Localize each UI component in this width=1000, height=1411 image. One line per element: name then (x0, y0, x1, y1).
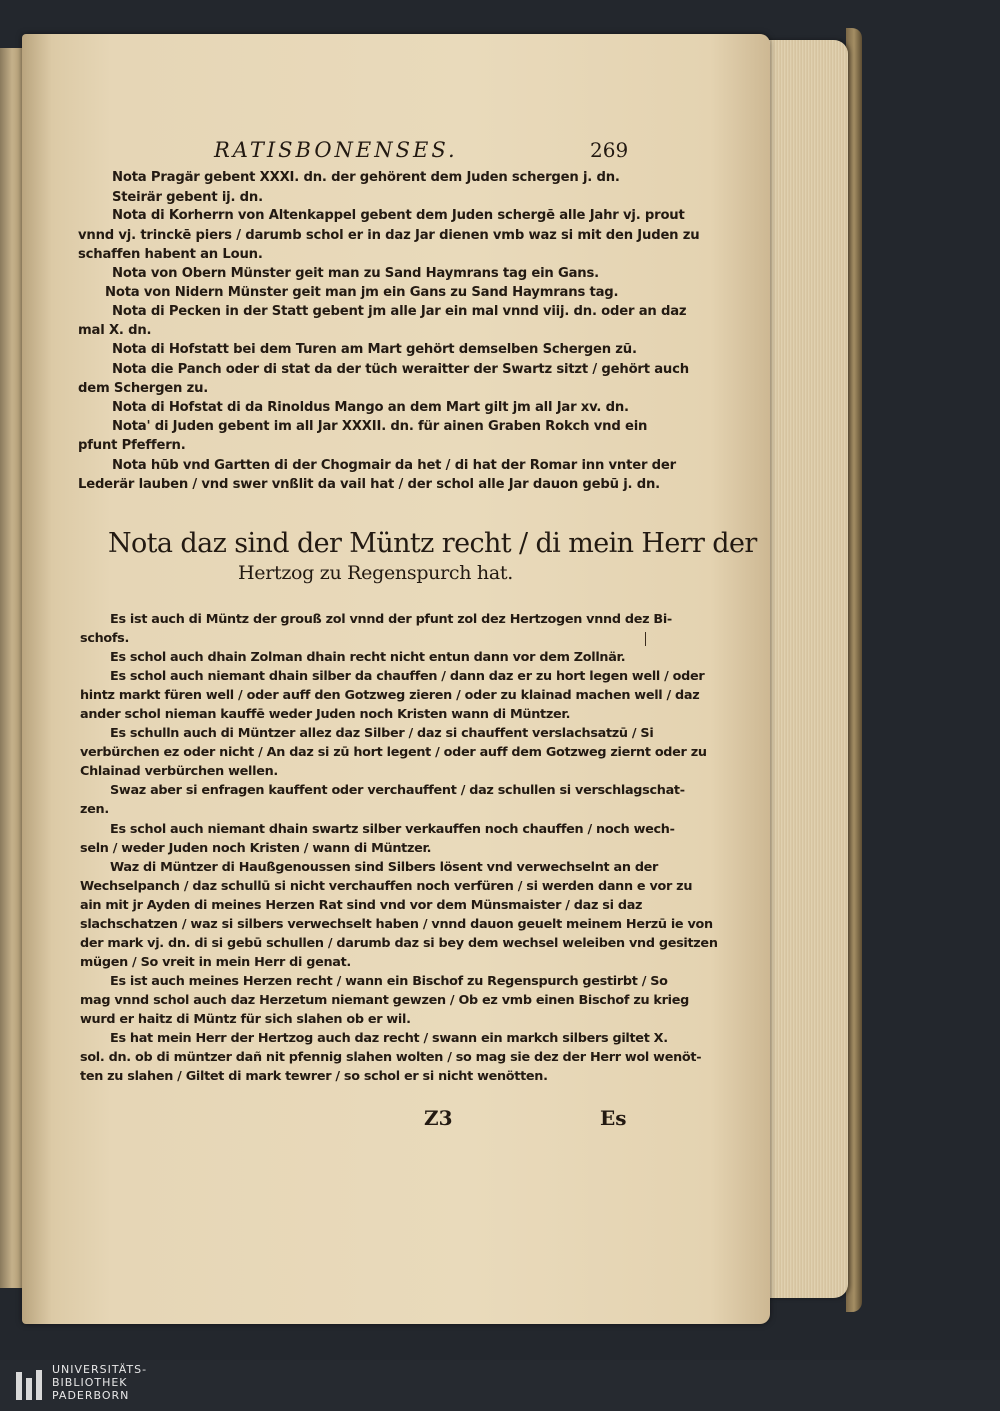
text-line: der mark vj. dn. di si gebū schullen / darumb daz si bey dem wechsel weleiben vnd gesitzen (80, 936, 718, 951)
text-line: Nota di Hofstat di da Rinoldus Mango an dem Mart gilt jm all Jar xv. dn. (112, 400, 629, 415)
text-line: Waz di Müntzer di Haußgenoussen sind Silbers lösent vnd verwechselnt an der (110, 860, 659, 875)
catchword: Es (600, 1106, 627, 1130)
text-line: zen. (80, 802, 109, 817)
text-line: hintz markt füren well / oder auff den Gotzweg zieren / oder zu klainad machen well / daz (80, 688, 700, 703)
text-line: pfunt Pfeffern. (78, 438, 186, 453)
text-line: wurd er haitz di Müntz für sich slahen ob er wil. (80, 1012, 411, 1027)
text-line: Es schulln auch di Müntzer allez daz Silber / daz si chauffent verslachsatzū / Si (110, 726, 654, 741)
text-line: vnnd vj. trinckē piers / darumb schol er in daz Jar dienen vmb waz si mit den Juden zu (78, 228, 700, 243)
text-line: sol. dn. ob di müntzer dañ nit pfennig slahen wolten / so mag sie dez der Herr wol wenöt- (80, 1050, 702, 1065)
text-line: Nota hūb vnd Gartten di der Chogmair da het / di hat der Romar inn vnter der (112, 458, 676, 473)
text-line: Es schol auch dhain Zolman dhain recht nicht entun dann vor dem Zollnär. (110, 650, 626, 665)
running-head: RATISBONENSES. (214, 138, 458, 162)
text-line: Lederär lauben / vnd swer vnßlit da vail hat / der schol alle Jar dauon gebū j. dn. (78, 477, 660, 492)
text-line: Es ist auch meines Herzen recht / wann ein Bischof zu Regenspurch gestirbt / So (110, 974, 668, 989)
text-line: Nota di Pecken in der Statt gebent jm alle Jar ein mal vnnd viij. dn. oder an daz (112, 304, 687, 319)
library-logo-icon (14, 1368, 44, 1404)
signature-mark: Z3 (424, 1106, 453, 1130)
text-line: Es hat mein Herr der Hertzog auch daz recht / swann ein markch silbers giltet X. (110, 1031, 668, 1046)
text-line: schaffen habent an Loun. (78, 247, 263, 262)
text-line: schofs. (80, 631, 130, 646)
text-line: mügen / So vreit in mein Herr di genat. (80, 955, 351, 970)
text-line: ten zu slahen / Giltet di mark tewrer / so schol er si nicht wenötten. (80, 1069, 548, 1084)
text-line: mag vnnd schol auch daz Herzetum niemant gewzen / Ob ez vmb einen Bischof zu krieg (80, 993, 689, 1008)
page-block (760, 40, 848, 1298)
text-line: Nota di Korherrn von Altenkappel gebent dem Juden schergē alle Jahr vj. prout (112, 208, 685, 223)
page-number: 269 (590, 138, 629, 162)
text-line: Swaz aber si enfragen kauffent oder verchauffent / daz schullen si verschlagschat- (110, 783, 685, 798)
library-name-line3: PADERBORN (52, 1389, 130, 1402)
text-line: Wechselpanch / daz schullū si nicht verchauffen noch verfüren / si werden dann e vor zu (80, 879, 693, 894)
text-line: Es ist auch di Müntz der grouß zol vnnd der pfunt zol dez Hertzogen vnnd dez Bi- (110, 612, 672, 627)
text-line: Nota' di Juden gebent im all Jar XXXII. dn. für ainen Graben Rokch vnd ein (112, 419, 648, 434)
text-line: verbürchen ez oder nicht / An daz si zū hort legent / oder auff dem Gotzweg ziernt oder zu (80, 745, 707, 760)
text-line: ander schol nieman kauffē weder Juden noch Kristen wann di Müntzer. (80, 707, 571, 722)
footer-bar (0, 1360, 1000, 1411)
section-heading: Nota daz sind der Müntz recht / di mein Herr der (108, 528, 757, 559)
library-name-line1: UNIVERSITÄTS- (52, 1363, 148, 1376)
text-line: Steirär gebent ij. dn. (112, 190, 263, 205)
text-line: slachschatzen / waz si silbers verwechselt haben / vnnd dauon geuelt meinem Herzū ie von (80, 917, 713, 932)
text-line: Nota di Hofstatt bei dem Turen am Mart gehört demselben Schergen zū. (112, 342, 637, 357)
text-line: Nota von Obern Münster geit man zu Sand Haymrans tag ein Gans. (112, 266, 599, 281)
text-line: Nota von Nidern Münster geit man jm ein Gans zu Sand Haymrans tag. (105, 285, 619, 300)
text-line: Nota Pragär gebent XXXI. dn. der gehörent dem Juden schergen j. dn. (112, 170, 620, 185)
library-name-line2: BIBLIOTHEK (52, 1376, 128, 1389)
text-line: Es schol auch niemant dhain silber da chauffen / dann daz er zu hort legen well / oder (110, 669, 705, 684)
text-line: ain mit jr Ayden di meines Herzen Rat sind vnd vor dem Münsmaister / daz si daz (80, 898, 643, 913)
text-line: Es schol auch niemant dhain swartz silber verkauffen noch chauffen / noch wech- (110, 822, 675, 837)
text-line: Chlainad verbürchen wellen. (80, 764, 278, 779)
text-line: seln / weder Juden noch Kristen / wann di Müntzer. (80, 841, 432, 856)
book-cover-edge (846, 28, 862, 1312)
margin-mark (645, 632, 646, 646)
text-line: mal X. dn. (78, 323, 152, 338)
section-heading-line2: Hertzog zu Regenspurch hat. (238, 562, 513, 584)
text-line: dem Schergen zu. (78, 381, 209, 396)
text-line: Nota die Panch oder di stat da der tüch weraitter der Swartz sitzt / gehört auch (112, 362, 689, 377)
